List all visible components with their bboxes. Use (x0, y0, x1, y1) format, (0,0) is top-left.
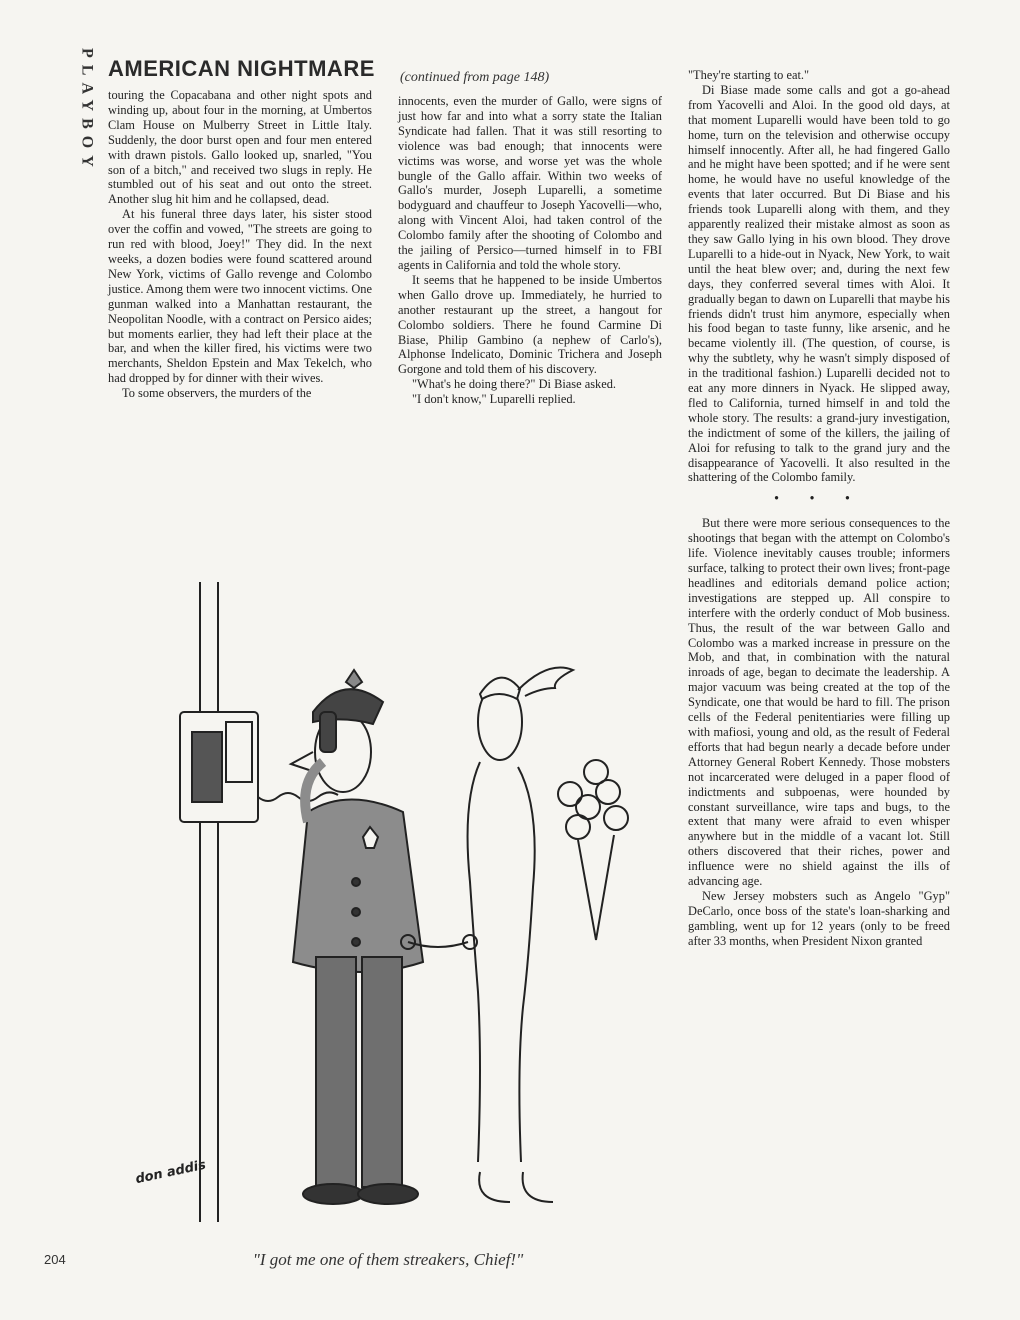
paragraph: touring the Copacabana and other night spots and winding up, about four in the morning, at Umbertos Clam House on Mulberry Street in Little Italy. Suddenly, the door burst open and four men entered with drawn pistols. Gallo looked up, snarled, "You son of a bitch," and received two slugs in reply. He stumbled out of his seat and out onto the street. Another slug hit him and he collapsed, dead. (108, 88, 372, 207)
article-headline: AMERICAN NIGHTMARE (108, 56, 375, 81)
paragraph: Di Biase made some calls and got a go-ahead from Yacovelli and Aloi. In the good old days, at that moment Luparelli would have been told to go home, turn on the television and otherwise occupy himself innocently. After all, he had fingered Gallo and he might have been spotted; and if he were sent home, he would have no useful knowledge of the events that later occurred. But Di Biase and his friends took Luparelli along with them, and they apparently realized their mistake almost as soon as they saw Gallo lying in his own blood. They drove Luparelli to a hide-out in Nyack, New York, to wait until the heat blew over; and, during the next few days, they conferred several times with Aloi. It gradually began to dawn on Luparelli that maybe his friends didn't trust him anymore, especially when his food began to taste funny, like arsenic, and he became violently ill. (The question, of course, is why the subtlety, why he wasn't simply disposed of in the traditional fashion.) Luparelli decided not to eat any more dinners in Nyack. He slipped away, fled to California, turned himself in and told the whole story. The results: a grand-jury investigation, the indictment of some of the killers, the jailing of Aloi for refusing to talk to the grand jury and the disappearance of Yacovelli. It also resulted in the shattering of the Colombo family. (688, 82, 950, 485)
section-break: • • • (774, 491, 864, 506)
paragraph: It seems that he happened to be inside Umbertos when Gallo drove up. Immediately, he hurried to another restaurant up the street, a hangout for Colombo soldiers. There he found Carmine Di Biase, Philip Gambino (a nephew of Carlo's), Alphonse Indelicato, Dominic Trichera and Joseph Gorgone and told them of his discovery. (398, 272, 662, 377)
paragraph: New Jersey mobsters such as Angelo "Gyp" DeCarlo, once boss of the state's loan-sharking and gambling, went up for 12 years (only to be freed after 33 months, when President Nixon granted (688, 888, 950, 948)
paragraph: "What's he doing there?" Di Biase asked. (412, 377, 616, 392)
text-column-3 (688, 68, 950, 949)
continued-note: (continued from page 148) (400, 70, 550, 85)
magazine-name-text: PLAYBOY (78, 48, 96, 174)
magazine-name-vertical (60, 44, 112, 204)
paragraph: innocents, even the murder of Gallo, were signs of just how far and into what a sorry state the Italian Syndicate had fallen. That it was still resorting to violence was bad enough; that innocents were victims was worse, and worse yet was the whole bungle of the Gallo affair. Within two weeks of Gallo's murder, Joseph Luparelli, a sometime bodyguard and chauffeur to Joseph Yacovelli—who, along with Vincent Aloi, had taken control of the Colombo family after the shooting of Colombo and the jailing of Persico—turned himself in to FBI agents in California and told the whole story. (398, 94, 662, 272)
page-number: 204 (44, 1252, 66, 1267)
signature-text: don addis (134, 1157, 208, 1188)
cartoon-caption: "I got me one of them streakers, Chief!" (252, 1250, 524, 1269)
text-column-2 (398, 94, 662, 407)
paragraph: To some observers, the murders of the (122, 386, 312, 401)
text-column-1 (108, 88, 372, 401)
artist-signature (130, 1128, 220, 1208)
paragraph: "I don't know," Luparelli replied. (412, 392, 576, 407)
paragraph: "They're starting to eat." (688, 68, 810, 82)
paragraph: But there were more serious consequences to the shootings that began with the attempt on Colombo's life. Violence inevitably causes trouble; informers surface, talking to protect their own lives; front-page headlines and editorials demand police action; investigations are stepped up. All conspire to interfere with the orderly conduct of Mob business. Thus, the result of the war between Gallo and Colombo was a marked increase in pressure on the Mob, and that, in combination with the natural inroads of age, began to decimate the leadership. A major vacuum was being created at the top of the Syndicate, one that would be hard to fill. The prison cells of the Federal penitentiaries were filling up with mafiosi, young and old, as the result of Federal efforts that had begun nearly a decade before under Attorney General Robert Kennedy. Those mobsters not incarcerated were deluged in a paper flood of indictments and subpoenas, were hounded by constant surveillance, wire taps and bugs, to the extent that many were afraid to even whisper anywhere but in the middle of a vacant lot. Still others discovered that their riches, power and influence were no shield against the ills of advancing age. (688, 516, 950, 889)
paragraph: At his funeral three days later, his sister stood over the coffin and vowed, "The streets are going to run red with blood, Joey!" They did. In the next weeks, a dozen bodies were found scattered around New York, victims of Gallo revenge and Colombo justice. Among them were two innocent victims. One gunman walked into a Manhattan restaurant, the Neopolitan Noodle, with a contract on Persico aides; but moments earlier, they had left their place at the bar, and when the killer fired, his victims were two merchants, Sheldon Epstein and Max Tekelch, who had dropped by for dinner with their wives. (108, 207, 372, 386)
cartoon-illustration (108, 582, 668, 1222)
